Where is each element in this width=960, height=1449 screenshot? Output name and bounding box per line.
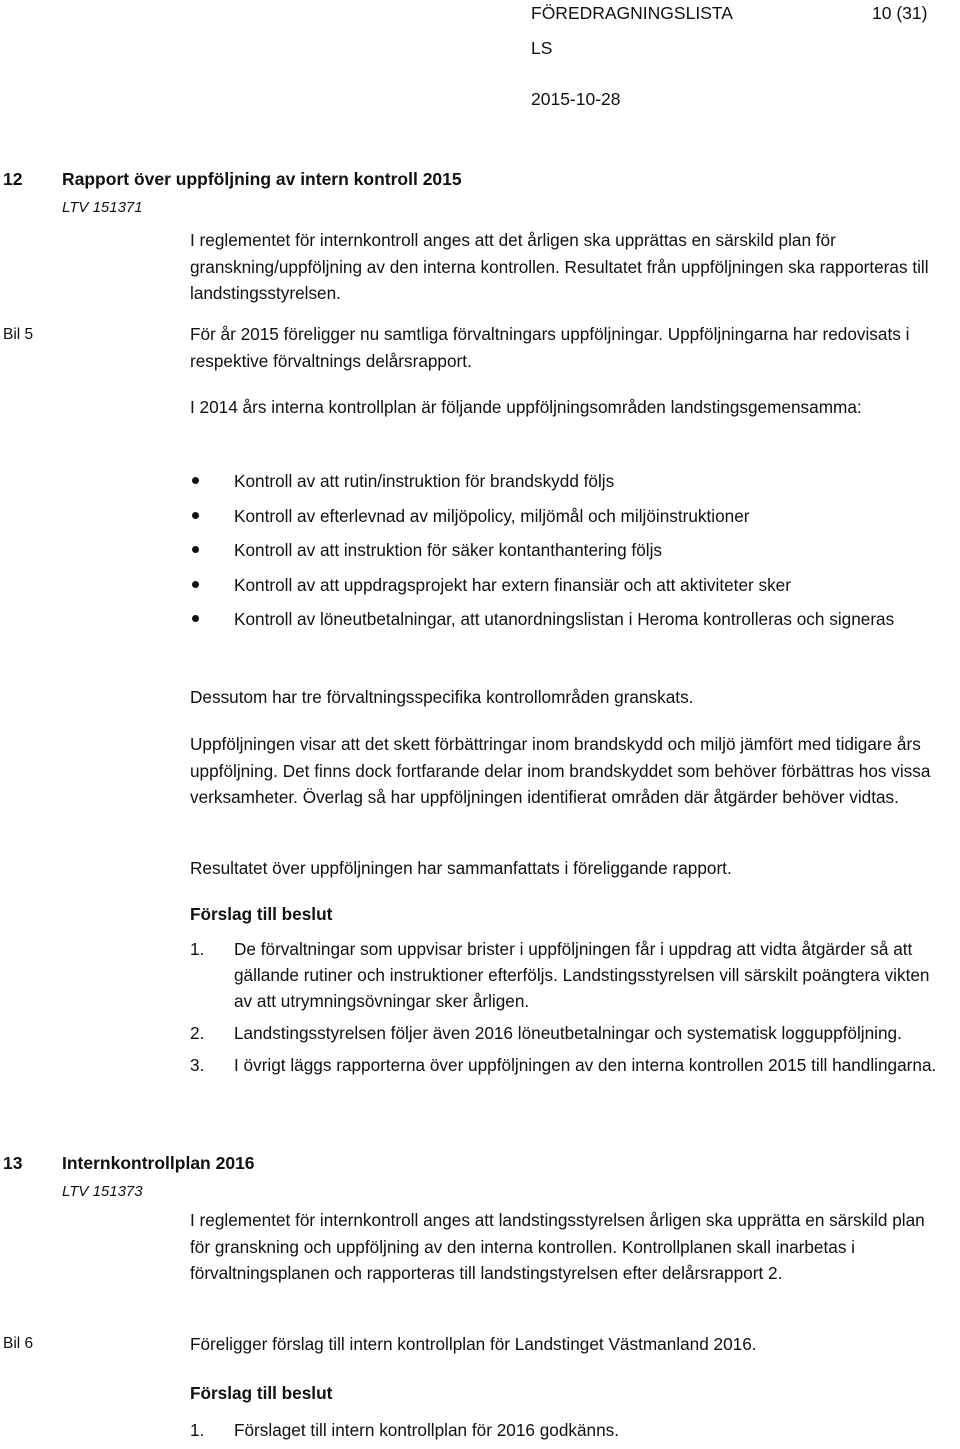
item-13-attachment: Bil 6	[3, 1335, 34, 1352]
list-item	[190, 571, 950, 599]
initials: LS	[531, 38, 553, 58]
item-12-additional	[190, 684, 945, 711]
item-13-intro-text: I reglementet för internkontroll anges att landstingsstyrelsen årligen ska upprätta en särskild plan för granskning och uppföljning av den interna kontrollen. Kontrollplanen skall inarbetas i förvaltningsplanen och rapporteras till landstingstyrelsen efter delårsrapport 2.	[190, 1210, 925, 1283]
bullet-icon	[192, 546, 199, 553]
list-item	[190, 605, 950, 633]
proposal-text: De förvaltningar som uppvisar brister i uppföljningen får i uppdrag att vidta åtgärder så att gällande rutiner och instruktioner efterföljs. Landstingsstyrelsen vill särskilt poängtera vikten av att utrymningsövningar sker årligen.	[234, 939, 930, 1011]
proposal-text: Landstingsstyrelsen följer även 2016 löneutbetalningar och systematisk logguppföljning.	[234, 1023, 902, 1043]
list-item-text: Kontroll av att uppdragsprojekt har extern finansiär och att aktiviteter sker	[234, 574, 791, 595]
list-item-text: Kontroll av att rutin/instruktion för brandskydd följs	[234, 471, 615, 491]
item-13-intro	[190, 1207, 945, 1287]
proposal-number: 1.	[190, 1420, 205, 1440]
item-12-intro-text: I reglementet för internkontroll anges att det årligen ska upprättas en särskild plan för granskning/uppföljning av den interna kontrollen. Resultatet från uppföljningen ska rapporteras till landstingsstyrelsen.	[190, 230, 929, 303]
proposal-item	[190, 936, 950, 1014]
item-12-title: Rapport över uppföljning av intern kontroll 2015	[62, 169, 462, 189]
item-12-additional-text: Dessutom har tre förvaltningsspecifika kontrollområden granskats.	[190, 687, 694, 707]
item-13-title: Internkontrollplan 2016	[62, 1153, 255, 1173]
page-number: 10 (31)	[872, 3, 928, 23]
document-date: 2015-10-28	[531, 89, 621, 109]
item-13-proposals	[190, 1417, 950, 1449]
item-12-intro	[190, 227, 945, 307]
list-item-text: Kontroll av efterlevnad av miljöpolicy, miljömål och miljöinstruktioner	[234, 505, 750, 526]
list-item-text: Kontroll av att instruktion för säker kontanthantering följs	[234, 540, 663, 560]
proposal-number: 2.	[190, 1023, 205, 1043]
list-item	[190, 467, 950, 495]
item-12-findings-text: Uppföljningen visar att det skett förbättringar inom brandskydd och miljö jämfört med tidigare års uppföljning. Det finns dock fortfarande delar inom brandskyddet som behöver förbättras hos vissa verksamheter. Överlag så har uppföljningen identifierat områden där åtgärder behöver vidtas.	[190, 734, 931, 807]
item-12-findings	[190, 731, 945, 811]
item-12-status-text: För år 2015 föreligger nu samtliga förvaltningars uppföljningar. Uppföljningarna har redovisats i respektive förvaltnings delårsrapport.	[190, 324, 910, 371]
proposal-number: 1.	[190, 939, 205, 959]
item-12-summary	[190, 855, 945, 882]
item-12-control-areas	[190, 467, 950, 640]
item-13-proposal-heading: Förslag till beslut	[190, 1383, 333, 1403]
list-item-text: Kontroll av löneutbetalningar, att utanordningslistan i Heroma kontrolleras och signeras	[234, 609, 895, 629]
bullet-icon	[192, 581, 199, 588]
item-13-status-text: Föreligger förslag till intern kontrollplan för Landstinget Västmanland 2016.	[190, 1334, 757, 1354]
item-12-status	[190, 321, 945, 374]
item-12-reference: LTV 151371	[62, 199, 143, 216]
item-12-areas-intro	[190, 394, 945, 421]
bullet-icon	[192, 512, 199, 519]
document-type: FÖREDRAGNINGSLISTA	[531, 3, 733, 23]
item-12-proposal-heading: Förslag till beslut	[190, 904, 333, 924]
item-12-summary-text: Resultatet över uppföljningen har sammanfattats i föreliggande rapport.	[190, 858, 732, 878]
bullet-icon	[192, 477, 199, 484]
proposal-text: Förslaget till intern kontrollplan för 2016 godkänns.	[234, 1420, 620, 1440]
proposal-item	[190, 1417, 950, 1443]
proposal-number: 3.	[190, 1055, 205, 1075]
bullet-icon	[192, 615, 199, 622]
item-13-status	[190, 1331, 945, 1358]
item-12-proposals	[190, 936, 950, 1084]
item-12-attachment: Bil 5	[3, 326, 34, 343]
list-item	[190, 536, 950, 564]
item-13-reference: LTV 151373	[62, 1183, 143, 1200]
list-item	[190, 502, 950, 530]
item-12-number: 12	[3, 169, 23, 189]
proposal-text: I övrigt läggs rapporterna över uppföljningen av den interna kontrollen 2015 till handlingarna.	[234, 1055, 937, 1075]
proposal-item	[190, 1052, 950, 1078]
item-13-number: 13	[3, 1153, 23, 1173]
proposal-item	[190, 1020, 950, 1046]
item-12-areas-intro-text: I 2014 års interna kontrollplan är följande uppföljningsområden landstingsgemensamma:	[190, 397, 862, 417]
